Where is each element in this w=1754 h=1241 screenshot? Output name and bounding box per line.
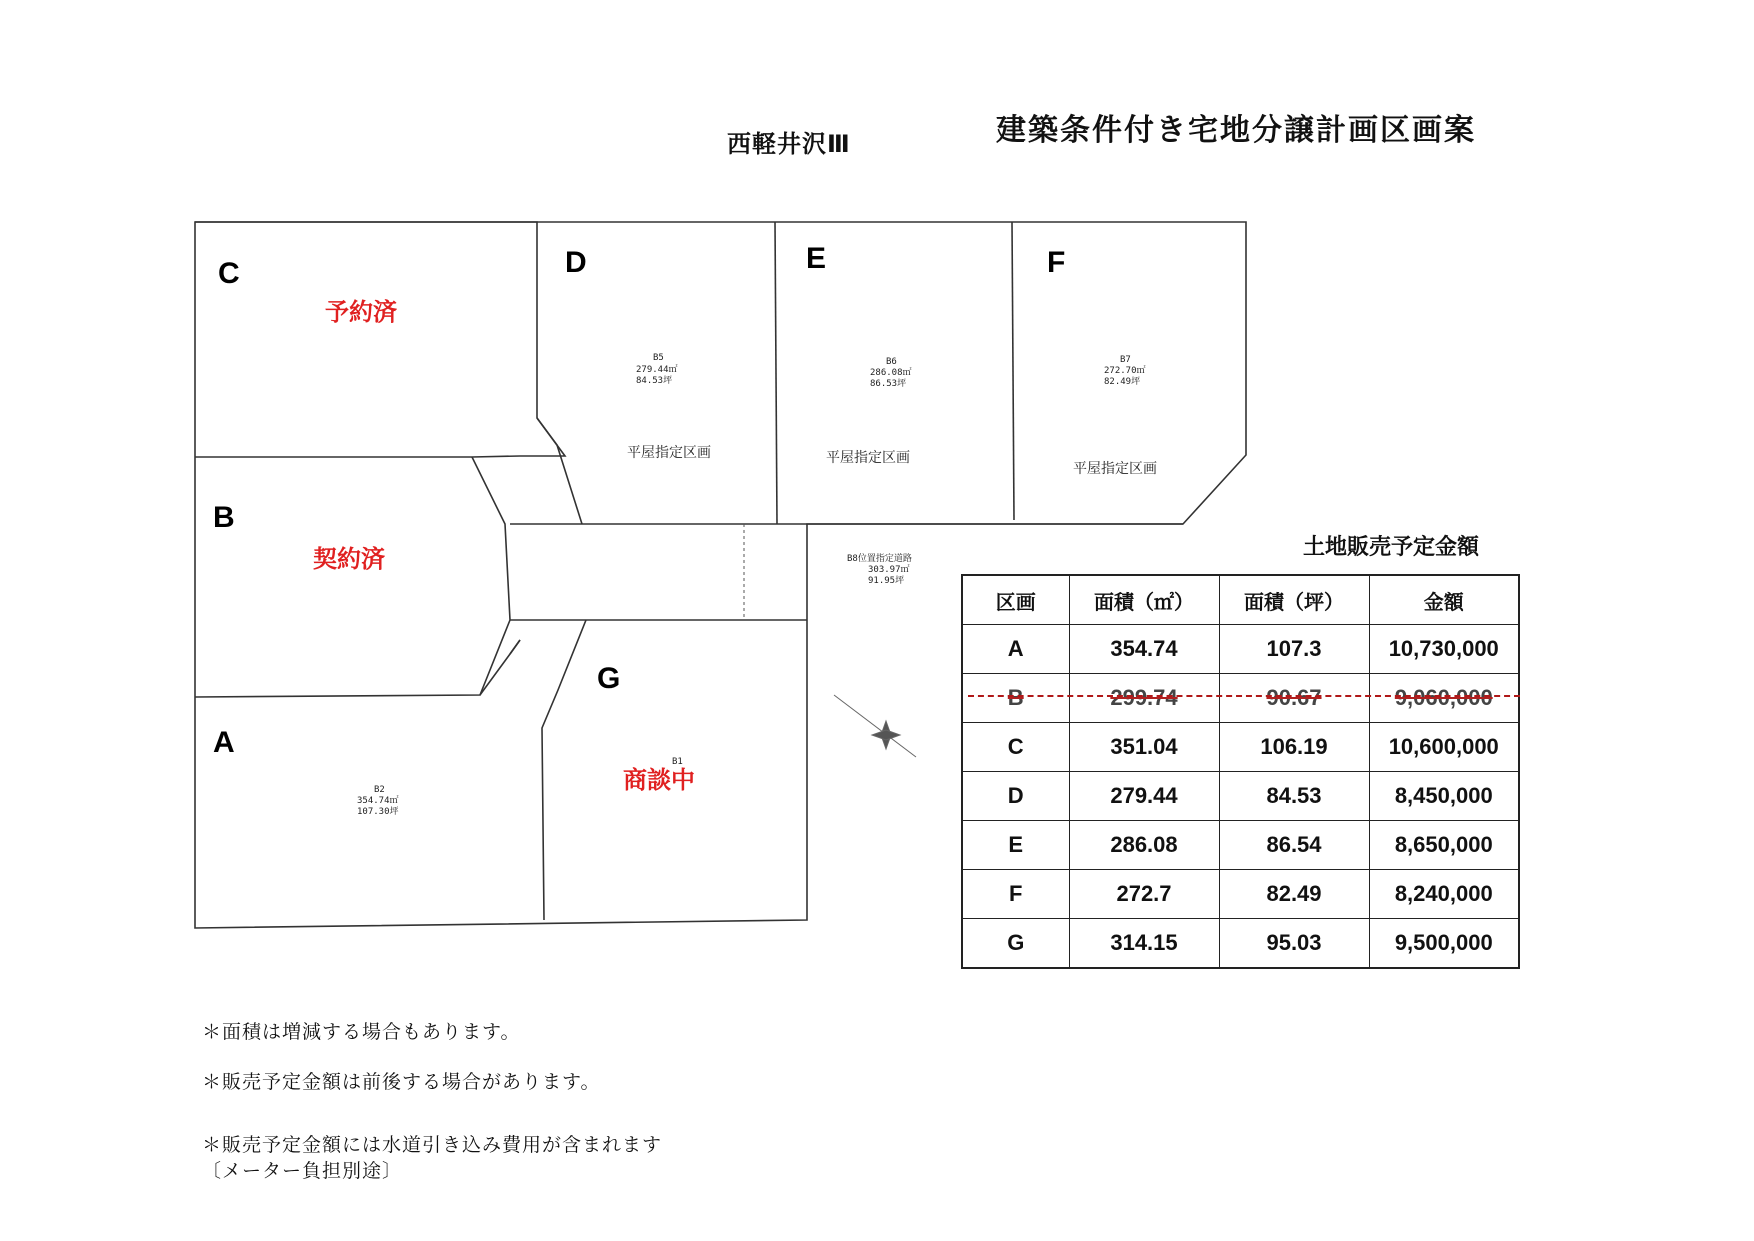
cell-tsubo: 107.3 [1219, 625, 1369, 674]
strikethrough-line [968, 695, 1520, 697]
lot-a-m2: 354.74㎡ [357, 796, 399, 806]
header-area-m2: 面積（㎡） [1069, 575, 1219, 625]
cell-m2: 286.08 [1069, 821, 1219, 870]
cell-lot: A [962, 625, 1069, 674]
cell-lot: E [962, 821, 1069, 870]
table-header-row [962, 575, 1519, 625]
note-price: ＊販売予定金額は前後する場合があります。 [202, 1071, 601, 1093]
cell-lot: F [962, 870, 1069, 919]
lot-f-m2: 272.70㎡ [1104, 366, 1146, 376]
lot-e-m2: 286.08㎡ [870, 368, 912, 378]
cell-price: 8,650,000 [1369, 821, 1519, 870]
cell-lot: C [962, 723, 1069, 772]
status-lot-g: 商談中 [623, 766, 695, 794]
cell-price: 10,600,000 [1369, 723, 1519, 772]
cell-tsubo: 90.67 [1219, 674, 1369, 723]
lot-d-m2: 279.44㎡ [636, 365, 678, 375]
cell-price: 8,240,000 [1369, 870, 1519, 919]
note-water: ＊販売予定金額には水道引き込み費用が含まれます [202, 1134, 663, 1156]
lot-d-id: B5 [653, 353, 664, 363]
lot-label-f: F [1047, 246, 1066, 279]
cell-m2: 314.15 [1069, 919, 1219, 969]
table-row [962, 821, 1519, 870]
lot-c-outline [195, 222, 565, 457]
cell-m2: 299.74 [1069, 674, 1219, 723]
cell-lot: D [962, 772, 1069, 821]
price-table [961, 574, 1520, 969]
lot-e-note: 平屋指定区画 [826, 450, 910, 466]
lot-label-b: B [213, 501, 235, 534]
lot-g-left [510, 640, 520, 654]
lot-e-tsubo: 86.53坪 [870, 379, 907, 389]
road-m2: 303.97㎡ [868, 565, 910, 575]
lot-e-f-line [1012, 222, 1014, 520]
cell-m2: 354.74 [1069, 625, 1219, 674]
cell-price: 10,730,000 [1369, 625, 1519, 674]
lot-label-d: D [565, 246, 587, 279]
cell-m2: 279.44 [1069, 772, 1219, 821]
lot-label-c: C [218, 257, 240, 290]
lot-label-e: E [806, 242, 827, 275]
road-tsubo: 91.95坪 [868, 576, 905, 586]
lot-d-note: 平屋指定区画 [627, 445, 711, 461]
table-row [962, 870, 1519, 919]
status-lot-c: 予約済 [325, 298, 397, 326]
cell-price: 9,500,000 [1369, 919, 1519, 969]
table-row [962, 919, 1519, 969]
lot-a-tsubo: 107.30坪 [357, 807, 399, 817]
status-lot-b: 契約済 [313, 545, 385, 573]
lot-e-id: B6 [886, 357, 897, 367]
cell-lot: B [962, 674, 1069, 723]
table-row [962, 723, 1519, 772]
cell-tsubo: 106.19 [1219, 723, 1369, 772]
lot-f-tsubo: 82.49坪 [1104, 377, 1141, 387]
page-title: 建築条件付き宅地分譲計画区画案 [996, 113, 1476, 148]
note-area: ＊面積は増減する場合もあります。 [202, 1021, 521, 1043]
lot-label-g: G [597, 662, 621, 695]
cell-price: 9,060,000 [1369, 674, 1519, 723]
lot-g-outline [542, 620, 586, 920]
lot-a-id: B2 [374, 785, 385, 795]
lot-f-id: B7 [1120, 355, 1131, 365]
lot-label-a: A [213, 726, 235, 759]
cell-tsubo: 86.54 [1219, 821, 1369, 870]
lot-d-chamfer [537, 418, 582, 524]
cell-price: 8,450,000 [1369, 772, 1519, 821]
header-area-tsubo: 面積（坪） [1219, 575, 1369, 625]
cell-tsubo: 84.53 [1219, 772, 1369, 821]
cell-lot: G [962, 919, 1069, 969]
table-row [962, 625, 1519, 674]
north-arrow-icon [834, 695, 916, 757]
cell-m2: 272.7 [1069, 870, 1219, 919]
table-row [962, 772, 1519, 821]
price-table-caption: 土地販売予定金額 [1303, 535, 1480, 560]
lot-b-outline [195, 457, 510, 697]
note-meter: 〔メーター負担別途〕 [202, 1160, 403, 1182]
header-lot: 区画 [962, 575, 1069, 625]
road-id: B8位置指定道路 [847, 554, 912, 564]
lot-d-tsubo: 84.53坪 [636, 376, 673, 386]
lot-f-note: 平屋指定区画 [1073, 461, 1157, 477]
cell-tsubo: 82.49 [1219, 870, 1369, 919]
cell-m2: 351.04 [1069, 723, 1219, 772]
cell-tsubo: 95.03 [1219, 919, 1369, 969]
site-name: 西軽井沢Ⅲ [727, 130, 851, 158]
table-row-struck [962, 674, 1519, 723]
lot-g-id: B1 [672, 757, 683, 767]
header-price: 金額 [1369, 575, 1519, 625]
lot-d-e-line [775, 222, 777, 524]
